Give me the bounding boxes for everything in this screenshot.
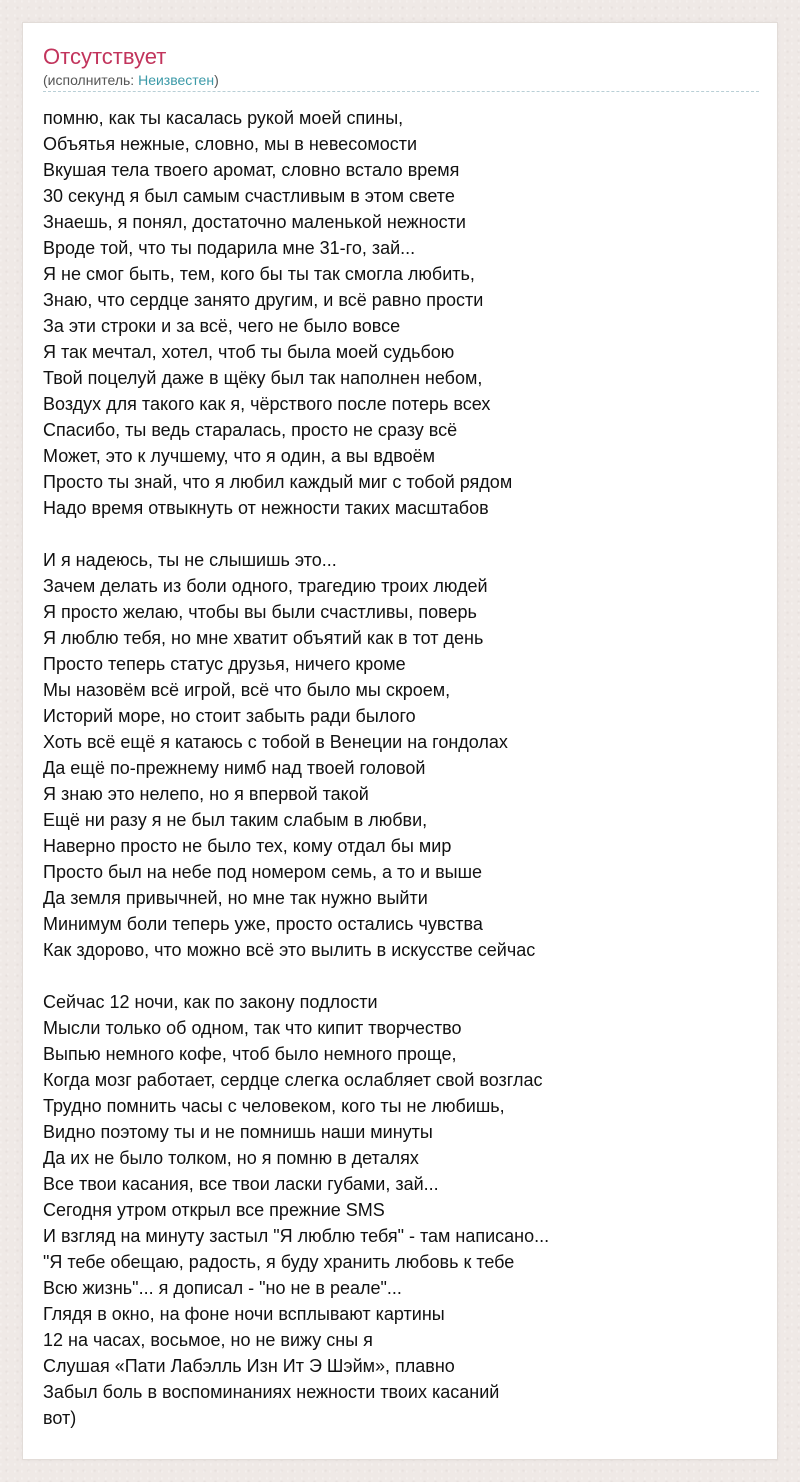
lyric-line: Надо время отвыкнуть от нежности таких масштабов: [43, 498, 489, 518]
lyric-line: За эти строки и за всё, чего не было вовсе: [43, 316, 401, 336]
lyrics-card: [22, 22, 778, 1460]
lyric-line: И взгляд на минуту застыл "Я люблю тебя" - там написано...: [43, 1226, 550, 1246]
lyric-line: Да земля привычней, но мне так нужно выйти: [43, 888, 428, 908]
lyric-line: помню, как ты касалась рукой моей спины,: [43, 108, 404, 128]
song-title: Отсутствует: [43, 44, 167, 69]
lyric-line: Всю жизнь"... я дописал - "но не в реале"...: [43, 1278, 402, 1298]
lyric-line: Когда мозг работает, сердце слегка ослабляет свой возглас: [43, 1070, 543, 1090]
lyric-line: И я надеюсь, ты не слышишь это...: [43, 550, 337, 570]
lyrics-body: [43, 105, 759, 1431]
artist-link[interactable]: Неизвестен: [138, 72, 215, 88]
lyric-line: Все твои касания, все твои ласки губами, зай...: [43, 1174, 439, 1194]
lyric-line: Твой поцелуй даже в щёку был так наполнен небом,: [43, 368, 483, 388]
lyric-line: Я не смог быть, тем, кого бы ты так смогла любить,: [43, 264, 475, 284]
lyric-line: Знаю, что сердце занято другим, и всё равно прости: [43, 290, 484, 310]
artist-prefix: (исполнитель:: [43, 72, 139, 88]
artist-suffix: ): [214, 72, 219, 88]
lyric-line: Слушая «Пати Лабэлль Изн Ит Э Шэйм», плавно: [43, 1356, 455, 1376]
lyric-line: Минимум боли теперь уже, просто остались чувства: [43, 914, 483, 934]
lyric-line: Просто теперь статус друзья, ничего кроме: [43, 654, 406, 674]
lyric-line: Вроде той, что ты подарила мне 31-го, зай...: [43, 238, 416, 258]
lyric-line: Зачем делать из боли одного, трагедию троих людей: [43, 576, 488, 596]
lyric-line: Воздух для такого как я, чёрствого после потерь всех: [43, 394, 491, 414]
lyric-line: Хоть всё ещё я катаюсь с тобой в Венеции на гондолах: [43, 732, 508, 752]
lyric-line: Мысли только об одном, так что кипит творчество: [43, 1018, 462, 1038]
lyric-line: "Я тебе обещаю, радость, я буду хранить любовь к тебе: [43, 1252, 515, 1272]
lyric-line: Как здорово, что можно всё это вылить в искусстве сейчас: [43, 940, 536, 960]
lyric-line: Глядя в окно, на фоне ночи всплывают картины: [43, 1304, 445, 1324]
lyric-line: Наверно просто не было тех, кому отдал бы мир: [43, 836, 452, 856]
lyric-line: Сейчас 12 ночи, как по закону подлости: [43, 992, 378, 1012]
lyric-line: Сегодня утром открыл все прежние SMS: [43, 1200, 385, 1220]
lyric-line: Может, это к лучшему, что я один, а вы вдвоём: [43, 446, 435, 466]
lyric-line: Просто ты знай, что я любил каждый миг с тобой рядом: [43, 472, 513, 492]
song-header: [43, 43, 759, 92]
lyric-line: Объятья нежные, словно, мы в невесомости: [43, 134, 418, 154]
lyric-line: Выпью немного кофе, чтоб было немного проще,: [43, 1044, 457, 1064]
lyric-line: Забыл боль в воспоминаниях нежности твоих касаний: [43, 1382, 500, 1402]
lyric-line: Я так мечтал, хотел, чтоб ты была моей судьбою: [43, 342, 455, 362]
lyric-line: Знаешь, я понял, достаточно маленькой нежности: [43, 212, 466, 232]
lyric-line: Я просто желаю, чтобы вы были счастливы, поверь: [43, 602, 477, 622]
lyric-line: вот): [43, 1408, 77, 1428]
lyric-line: Трудно помнить часы с человеком, кого ты не любишь,: [43, 1096, 505, 1116]
lyric-line: 30 секунд я был самым счастливым в этом свете: [43, 186, 455, 206]
stanza-gap: [43, 963, 759, 989]
lyric-line: Просто был на небе под номером семь, а то и выше: [43, 862, 483, 882]
stanza-gap: [43, 521, 759, 547]
lyric-line: Да ещё по-прежнему нимб над твоей головой: [43, 758, 426, 778]
lyric-line: Ещё ни разу я не был таким слабым в любви,: [43, 810, 428, 830]
lyric-line: Историй море, но стоит забыть ради былого: [43, 706, 416, 726]
lyric-line: Я люблю тебя, но мне хватит объятий как в тот день: [43, 628, 484, 648]
lyric-line: Видно поэтому ты и не помнишь наши минуты: [43, 1122, 433, 1142]
lyric-line: Спасибо, ты ведь старалась, просто не сразу всё: [43, 420, 458, 440]
lyric-line: 12 на часах, восьмое, но не вижу сны я: [43, 1330, 373, 1350]
lyric-line: Вкушая тела твоего аромат, словно встало время: [43, 160, 460, 180]
lyric-line: Мы назовём всё игрой, всё что было мы скроем,: [43, 680, 451, 700]
lyric-line: Я знаю это нелепо, но я впервой такой: [43, 784, 369, 804]
artist-line: [43, 71, 759, 92]
lyric-line: Да их не было толком, но я помню в деталях: [43, 1148, 419, 1168]
